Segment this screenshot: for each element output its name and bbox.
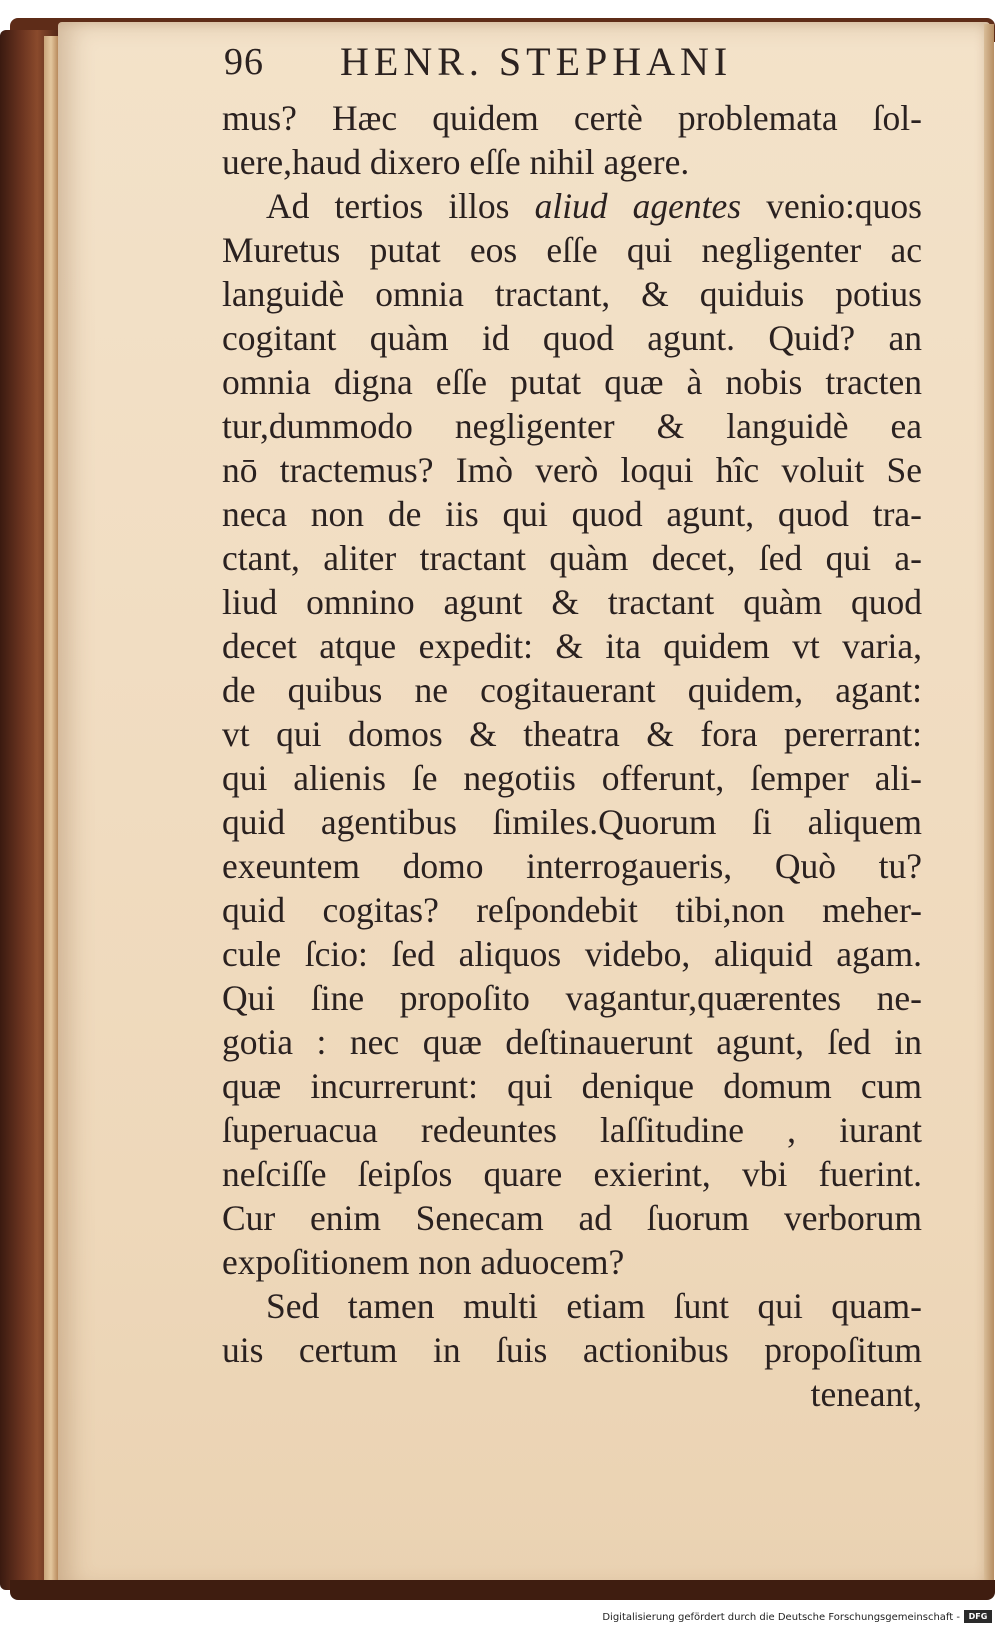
text-line: Muretus putat eos eſſe qui negligenter ac — [222, 230, 922, 270]
text-line: neſciſſe ſeipſos quare exierint, vbi fuerint. — [222, 1154, 922, 1194]
text-line: quid cogitas? reſpondebit tibi,non meher- — [222, 890, 922, 930]
footer-credit: Digitalisierung gefördert durch die Deutsche Forschungsgemeinschaft - — [602, 1612, 960, 1623]
text-span: venio:quos — [741, 186, 922, 226]
text-line: cogitant quàm id quod agunt. Quid? an — [222, 318, 922, 358]
body-text — [222, 96, 922, 1416]
text-line: uere,haud dixero eſſe nihil agere. — [222, 142, 690, 182]
text-line: neca non de iis qui quod agunt, quod tra- — [222, 494, 922, 534]
digitization-footer — [0, 1604, 1000, 1630]
text-line: omnia digna eſſe putat quæ à nobis tracten — [222, 362, 922, 402]
text-line: Cur enim Senecam ad ſuorum verborum — [222, 1198, 922, 1238]
text-line: exeuntem domo interrogaueris, Quò tu? — [222, 846, 922, 886]
running-head — [224, 36, 924, 96]
text-line: uis certum in ſuis actionibus propoſitum — [222, 1330, 922, 1370]
text-line: qui alienis ſe negotiis offerunt, ſemper ali- — [222, 758, 922, 798]
text-line: expoſitionem non aduocem? — [222, 1242, 625, 1282]
text-line: decet atque expedit: & ita quidem vt varia, — [222, 626, 922, 666]
book-cover-bottom — [10, 1580, 995, 1600]
page-number: 96 — [224, 41, 264, 83]
text-line: mus? Hæc quidem certè problemata ſol- — [222, 98, 922, 138]
italic-phrase: aliud agentes — [534, 186, 742, 226]
text-line: quid agentibus ſimiles.Quorum ſi aliquem — [222, 802, 922, 842]
text-line: ctant, aliter tractant quàm decet, ſed qui a- — [222, 538, 922, 578]
text-line: cule ſcio: ſed aliquos videbo, aliquid agam. — [222, 934, 922, 974]
text-line: Sed tamen multi etiam ſunt qui quam- — [266, 1286, 922, 1326]
text-line: gotia : nec quæ deſtinauerunt agunt, ſed in — [222, 1022, 922, 1062]
text-line: de quibus ne cogitauerant quidem, agant: — [222, 670, 922, 710]
text-span: Ad tertios illos — [266, 186, 535, 226]
text-line: Qui ſine propoſito vagantur,quærentes ne- — [222, 978, 922, 1018]
text-line: vt qui domos & theatra & fora pererrant: — [222, 714, 922, 754]
text-line: nō tractemus? Imò verò loqui hîc voluit Se — [222, 450, 922, 490]
running-title: HENR. STEPHANI — [340, 39, 733, 84]
catchword: teneant, — [810, 1374, 922, 1414]
text-line: ſuperuacua redeuntes laſſitudine , iurant — [222, 1110, 922, 1150]
text-line: languidè omnia tractant, & quiduis potius — [222, 274, 922, 314]
text-line: tur,dummodo negligenter & languidè ea — [222, 406, 922, 446]
text-line: liud omnino agunt & tractant quàm quod — [222, 582, 922, 622]
page-fore-edge — [984, 24, 994, 1586]
text-line — [222, 184, 922, 228]
page-gutter-edge — [44, 36, 58, 1586]
dfg-logo: DFG — [964, 1610, 992, 1623]
text-line: quæ incurrerunt: qui denique domum cum — [222, 1066, 922, 1106]
